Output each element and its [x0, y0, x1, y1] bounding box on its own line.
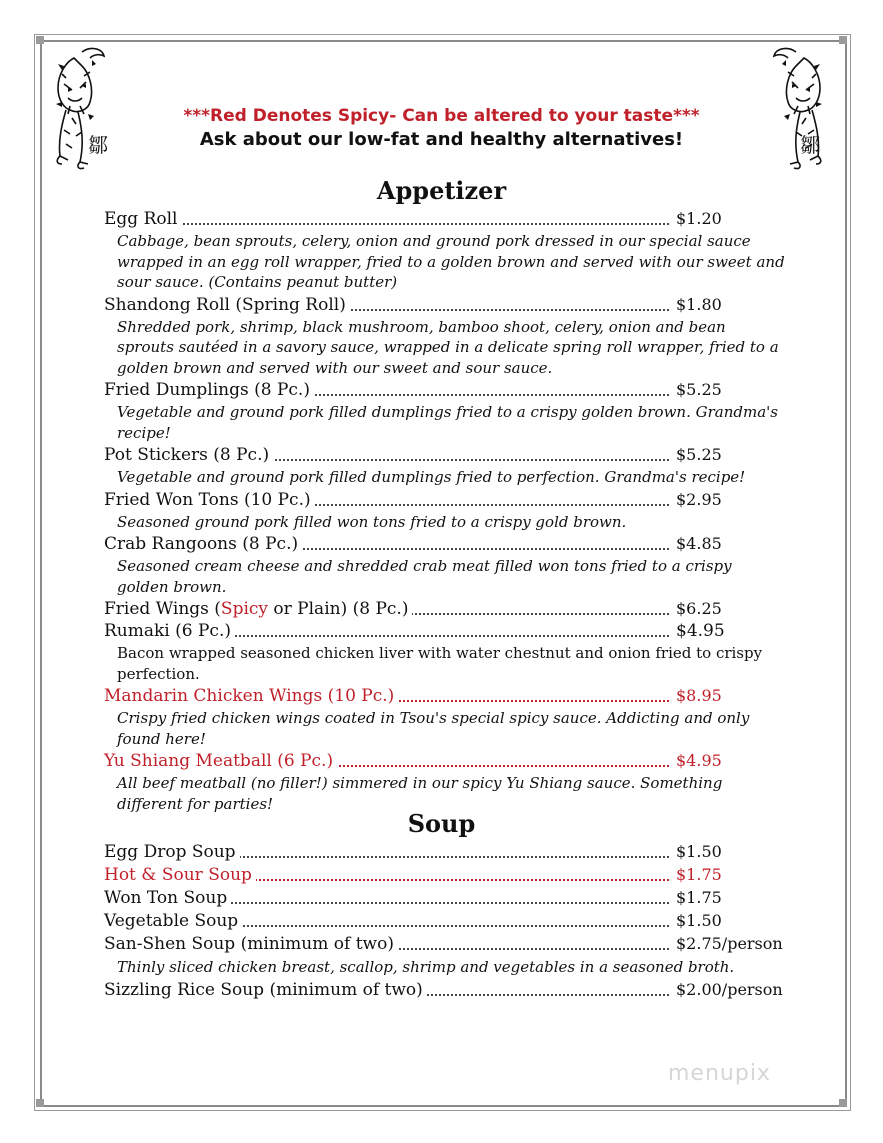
- menu-item: [104, 379, 784, 443]
- item-description: All beef meatball (no filler!) simmered in our spicy Yu Shiang sauce. Something different for parties!: [117, 774, 723, 813]
- item-name: Mandarin Chicken Wings (10 Pc.): [104, 685, 398, 707]
- item-name: Hot & Sour Soup: [104, 864, 256, 886]
- item-price: $4.95: [676, 621, 725, 641]
- item-description: Thinly sliced chicken breast, scallop, shrimp and vegetables in a seasoned broth.: [117, 958, 735, 976]
- item-name: Fried Won Tons (10 Pc.): [104, 489, 315, 511]
- menu-item: [104, 910, 784, 933]
- item-price: $1.20: [676, 209, 722, 228]
- appetizer-list: [104, 208, 784, 815]
- menu-item: [104, 489, 784, 533]
- menu-item: [104, 841, 784, 864]
- section-title-soup: Soup: [407, 809, 476, 838]
- item-price: $4.95: [676, 751, 722, 770]
- item-name: San-Shen Soup (minimum of two): [104, 933, 398, 955]
- watermark: menupix: [668, 1061, 771, 1086]
- item-price: $5.25: [676, 380, 722, 399]
- item-description: Vegetable and ground pork filled dumplings fried to a crispy golden brown. Grandma's recipe!: [117, 403, 778, 442]
- item-price: $4.85: [676, 534, 722, 553]
- corner-ornament: [36, 36, 44, 44]
- item-price: $8.95: [676, 686, 722, 705]
- corner-ornament: [839, 1099, 847, 1107]
- item-price: $5.25: [676, 445, 722, 464]
- item-name: Vegetable Soup: [104, 910, 242, 932]
- item-description: Seasoned ground pork filled won tons fried to a crispy gold brown.: [117, 512, 627, 531]
- menu-item: [104, 750, 784, 814]
- menu-item: [104, 685, 784, 749]
- item-description: Bacon wrapped seasoned chicken liver with water chestnut and onion fried to crispy perfection.: [117, 644, 763, 683]
- item-name: Pot Stickers (8 Pc.): [104, 444, 273, 466]
- item-price: $1.50: [676, 842, 722, 861]
- menu-item: [104, 887, 784, 910]
- corner-ornament: [839, 36, 847, 44]
- section-title-appetizer: Appetizer: [376, 176, 507, 205]
- menu-item: [104, 294, 784, 379]
- corner-ornament: [36, 1099, 44, 1107]
- item-description: Vegetable and ground pork filled dumplings fried to perfection. Grandma's recipe!: [117, 468, 746, 486]
- item-name: Egg Drop Soup: [104, 841, 240, 863]
- item-name: Yu Shiang Meatball (6 Pc.): [104, 750, 337, 772]
- item-description: Crispy fried chicken wings coated in Tsou's special spicy sauce. Addicting and only found here!: [117, 709, 750, 748]
- svg-text:鄒: 鄒: [800, 133, 820, 157]
- item-description: Cabbage, bean sprouts, celery, onion and ground pork dressed in our special sauce wrapped in an egg roll wrapper, fried to a golden brown and served with our sweet and sour sauce. (Contains peanut butter): [117, 232, 785, 291]
- item-price: $2.95: [676, 489, 722, 509]
- item-name: Rumaki (6 Pc.): [104, 620, 235, 642]
- item-price: $1.80: [676, 294, 722, 314]
- item-name: Won Ton Soup: [104, 887, 231, 909]
- menu-item: [104, 208, 784, 293]
- soup-list: [104, 841, 784, 1002]
- menu-item: [104, 864, 784, 887]
- item-name: Egg Roll: [104, 208, 182, 230]
- item-name: Sizzling Rice Soup (minimum of two): [104, 979, 427, 1001]
- item-price: $1.75: [676, 865, 722, 884]
- item-description: Seasoned cream cheese and shredded crab meat filled won tons fried to a crispy golden brown.: [117, 557, 732, 596]
- item-price: $6.25: [676, 599, 722, 618]
- item-price: $1.50: [676, 911, 722, 930]
- item-name: Crab Rangoons (8 Pc.): [104, 533, 302, 555]
- menu-item: [104, 533, 784, 597]
- item-price: $2.75/person: [676, 934, 783, 953]
- item-name: Fried Dumplings (8 Pc.): [104, 379, 314, 401]
- item-price: $1.75: [676, 888, 722, 907]
- menu-item: [104, 933, 784, 978]
- item-name: Shandong Roll (Spring Roll): [104, 294, 350, 316]
- spicy-notice: ***Red Denotes Spicy- Can be altered to your taste***: [183, 106, 700, 126]
- item-price: $2.00/person: [676, 979, 783, 999]
- svg-text:鄒: 鄒: [88, 133, 108, 157]
- menu-item: [104, 620, 784, 684]
- healthy-notice: Ask about our low-fat and healthy alternatives!: [199, 129, 684, 150]
- menu-item: [104, 979, 784, 1002]
- item-name: Fried Wings (Spicy or Plain) (8 Pc.): [104, 598, 412, 620]
- menu-item: [104, 444, 784, 488]
- spicy-label: Spicy: [220, 599, 269, 619]
- menu-item: [104, 598, 784, 620]
- item-description: Shredded pork, shrimp, black mushroom, bamboo shoot, celery, onion and bean sprouts sautéed in a savory sauce, wrapped in a delicate spring roll wrapper, fried to a golden brown and served with our sweet and sour sauce.: [117, 317, 779, 377]
